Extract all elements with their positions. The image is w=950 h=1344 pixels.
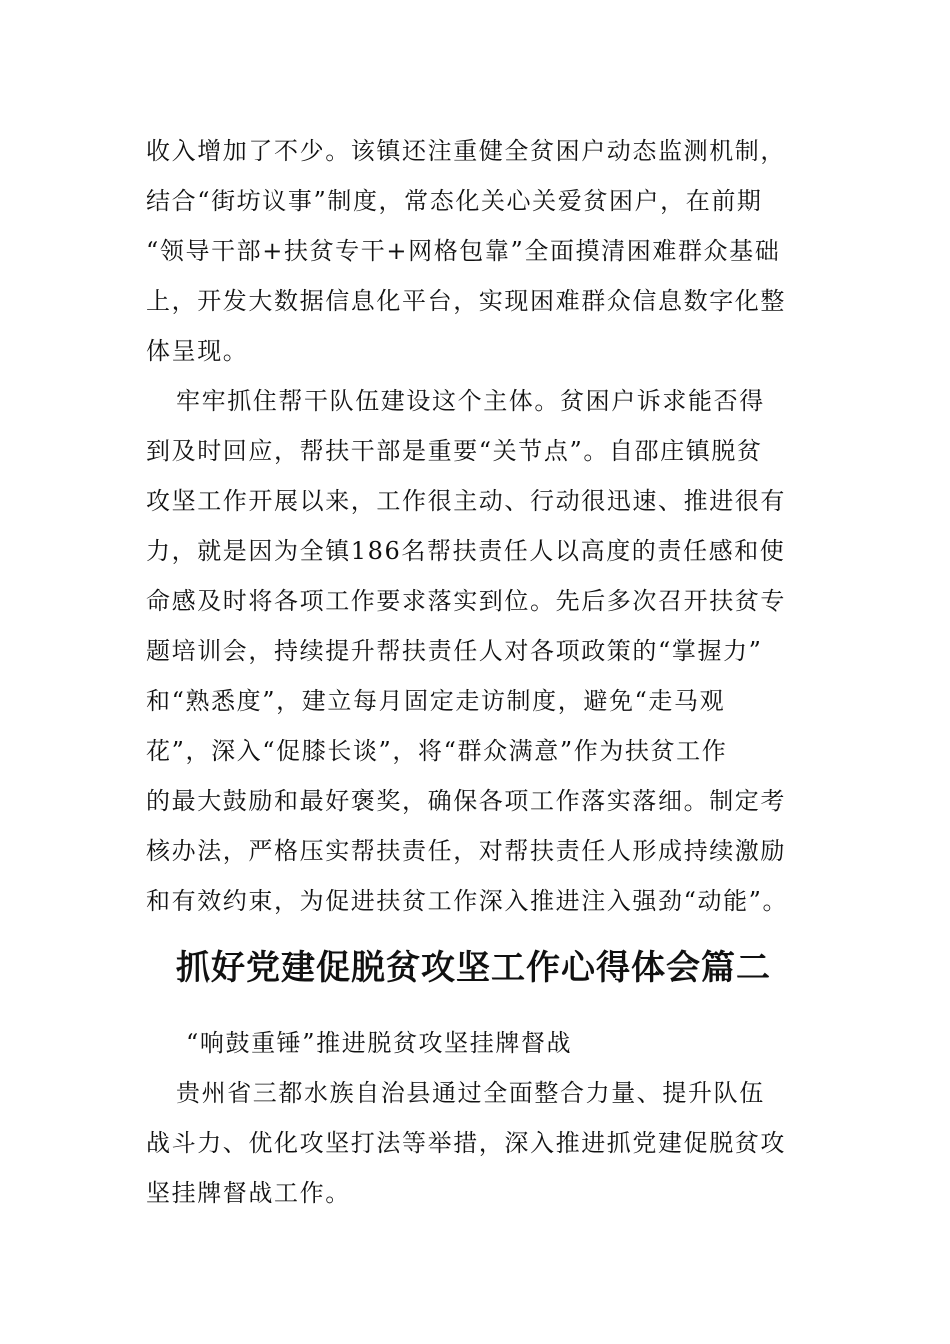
subtitle: “响鼓重锤”推进脱贫攻坚挂牌督战 — [186, 1029, 573, 1057]
section-heading: 抓好党建促脱贫攻坚工作心得体会篇二 — [176, 948, 771, 988]
paragraph-2-line-8: 花”，深入“促膝长谈”，将“群众满意”作为扶贫工作 — [146, 737, 728, 765]
paragraph-1-line-5: 体呈现。 — [146, 337, 249, 365]
paragraph-2-line-3: 攻坚工作开展以来，工作很主动、行动很迅速、推进很有 — [146, 487, 786, 515]
paragraph-2-line-5: 命感及时将各项工作要求落实到位。先后多次召开扶贫专 — [146, 587, 786, 615]
paragraph-2-line-7: 和“熟悉度”，建立每月固定走访制度，避免“走马观 — [146, 687, 726, 715]
paragraph-2-line-1: 牢牢抓住帮干队伍建设这个主体。贫困户诉求能否得 — [176, 387, 765, 415]
paragraph-3-line-1: 贵州省三都水族自治县通过全面整合力量、提升队伍 — [176, 1079, 765, 1107]
paragraph-2-line-2: 到及时回应，帮扶干部是重要“关节点”。自邵庄镇脱贫 — [146, 437, 763, 465]
paragraph-2-line-4: 力，就是因为全镇186名帮扶责任人以高度的责任感和使 — [146, 537, 786, 565]
paragraph-1-line-3: “领导干部+扶贫专干+网格包靠”全面摸清困难群众基础 — [146, 237, 781, 265]
paragraph-2-line-6: 题培训会，持续提升帮扶责任人对各项政策的“掌握力” — [146, 637, 763, 665]
paragraph-2-line-9: 的最大鼓励和最好褒奖，确保各项工作落实落细。制定考 — [146, 787, 786, 815]
paragraph-3-line-2: 战斗力、优化攻坚打法等举措，深入推进抓党建促脱贫攻 — [146, 1129, 786, 1157]
paragraph-1-line-4: 上，开发大数据信息化平台，实现困难群众信息数字化整 — [146, 287, 786, 315]
paragraph-2-line-10: 核办法，严格压实帮扶责任，对帮扶责任人形成持续激励 — [146, 837, 786, 865]
paragraph-1-line-1: 收入增加了不少。该镇还注重健全贫困户动态监测机制， — [146, 137, 786, 165]
paragraph-1-line-2: 结合“街坊议事”制度，常态化关心关爱贫困户，在前期 — [146, 187, 763, 215]
paragraph-2-line-11: 和有效约束，为促进扶贫工作深入推进注入强劲“动能”。 — [146, 887, 789, 915]
paragraph-3-line-3: 坚挂牌督战工作。 — [146, 1179, 351, 1207]
